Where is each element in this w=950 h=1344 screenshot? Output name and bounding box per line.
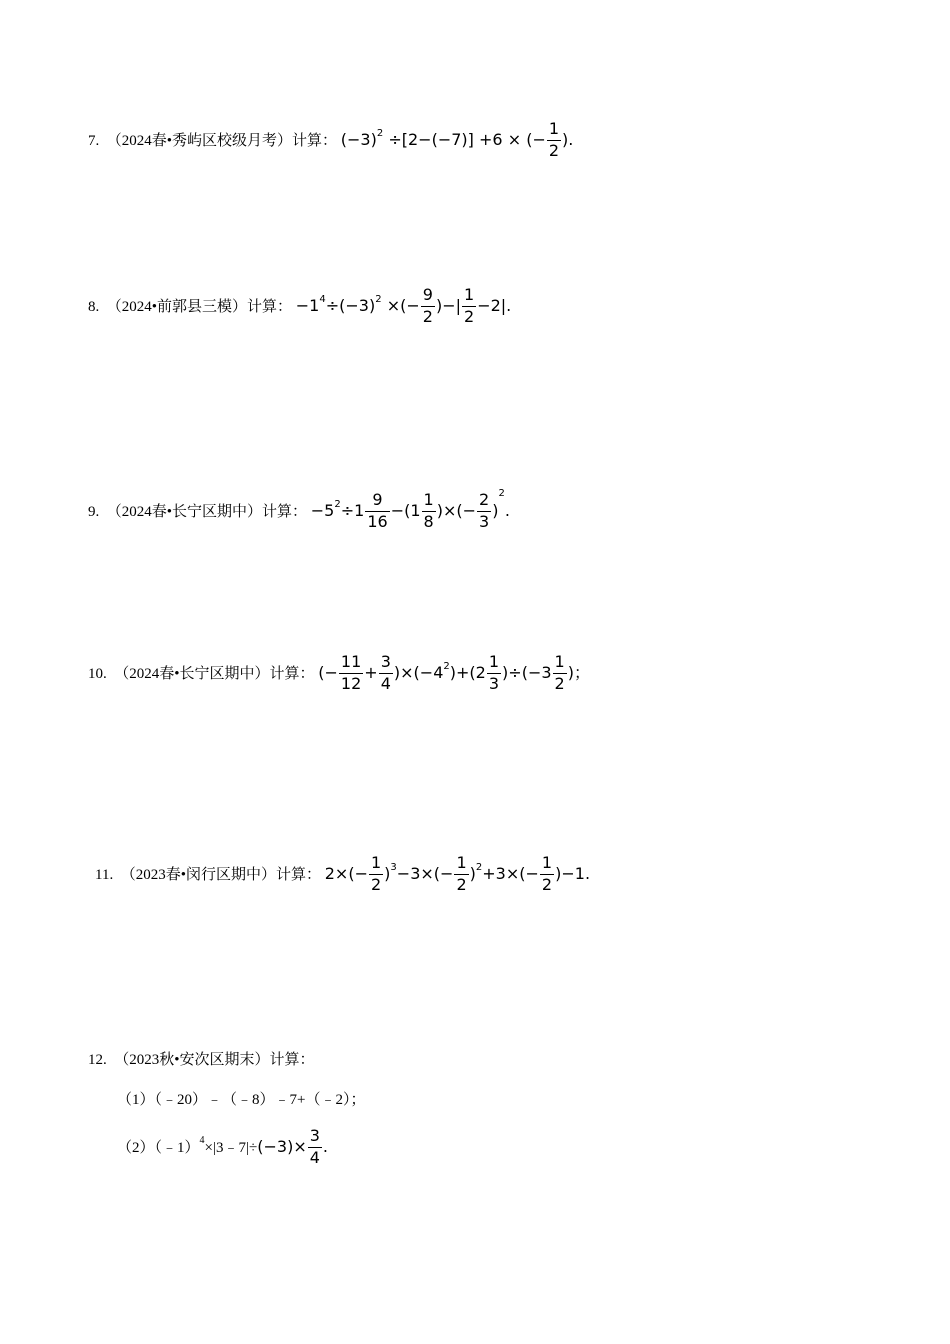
- fraction: $\frac{9}{16}$: [367, 490, 388, 531]
- problem-8: [88, 287, 511, 326]
- fraction: $\frac{1}{2}$: [464, 285, 475, 326]
- problem-number: 8.: [88, 298, 100, 315]
- fraction: $\frac{1}{3}$: [488, 652, 500, 693]
- fraction: $\frac{11}{12}$: [340, 652, 362, 693]
- expression: $-5^2\div 1$ $\frac{9}{16}$ −(1 $\frac{1}{8}$ )×(− $\frac{2}{3}$ )$^2$.: [310, 488, 510, 531]
- problem-12-part-1: （1）（﹣20）﹣（﹣8）﹣7+（﹣2）；: [117, 1092, 366, 1108]
- fraction: $\frac{9}{2}$: [422, 285, 433, 326]
- problem-number: 12.: [88, 1052, 107, 1068]
- problem-11: [95, 855, 590, 894]
- problem-number: 11.: [95, 866, 114, 883]
- fraction: $\frac{2}{3}$: [479, 490, 490, 531]
- expression: $-1^4\div(-3)^2$ ×(− $\frac{9}{2}$ )−| $\frac{1}{2}$ −2|.: [295, 285, 512, 326]
- problem-source: （2024春•秀屿区校级月考）计算：: [106, 132, 338, 149]
- expression: 2×(− $\frac{1}{2}$ )$^3$−3×(− $\frac{1}{2}$ )$^2$+3×(− $\frac{1}{2}$ )−1.: [324, 853, 591, 894]
- fraction: $\frac{1}{2}$: [548, 119, 560, 160]
- fraction: $\frac{1}{2}$: [456, 853, 467, 894]
- problem-number: 10.: [88, 665, 107, 682]
- expression: (− $\frac{11}{12}$ + $\frac{3}{4}$ )$\times(-4^2)+(2$ $\frac{1}{3}$ )÷(−3 $\frac{1}{2}$ )；: [318, 652, 590, 693]
- problem-12: [88, 1053, 315, 1068]
- fraction: $\frac{1}{8}$: [423, 490, 434, 531]
- fraction: $\frac{3}{4}$: [309, 1126, 320, 1167]
- fraction: $\frac{1}{2}$: [370, 853, 382, 894]
- problem-source: （2024•前郭县三模）计算：: [106, 298, 293, 315]
- problem-source: （2023春•闵行区期中）计算：: [120, 866, 321, 883]
- expression: $(-3)^2 \div[2-(-7)] +6$ × (− $\frac{1}{2}$ ).: [340, 119, 574, 160]
- problem-12-part-2: （2）（﹣1）$^4$×|3﹣7|÷(−3)× $\frac{3}{4}$ .: [117, 1126, 328, 1167]
- fraction: $\frac{1}{2}$: [541, 853, 553, 894]
- problem-number: 9.: [88, 504, 100, 520]
- problem-number: 7.: [88, 132, 100, 149]
- problem-source: （2024春•长宁区期中）计算：: [114, 665, 315, 682]
- problem-9: [88, 489, 510, 531]
- expression: (−3)× $\frac{3}{4}$ .: [257, 1126, 328, 1167]
- problem-source: （2024春•长宁区期中）计算：: [106, 504, 308, 520]
- problem-source: （2023秋•安次区期末）计算：: [114, 1052, 315, 1068]
- fraction: $\frac{3}{4}$: [380, 652, 391, 693]
- problem-10: [88, 654, 590, 693]
- problem-7: [88, 121, 573, 160]
- fraction: $\frac{1}{2}$: [554, 652, 565, 693]
